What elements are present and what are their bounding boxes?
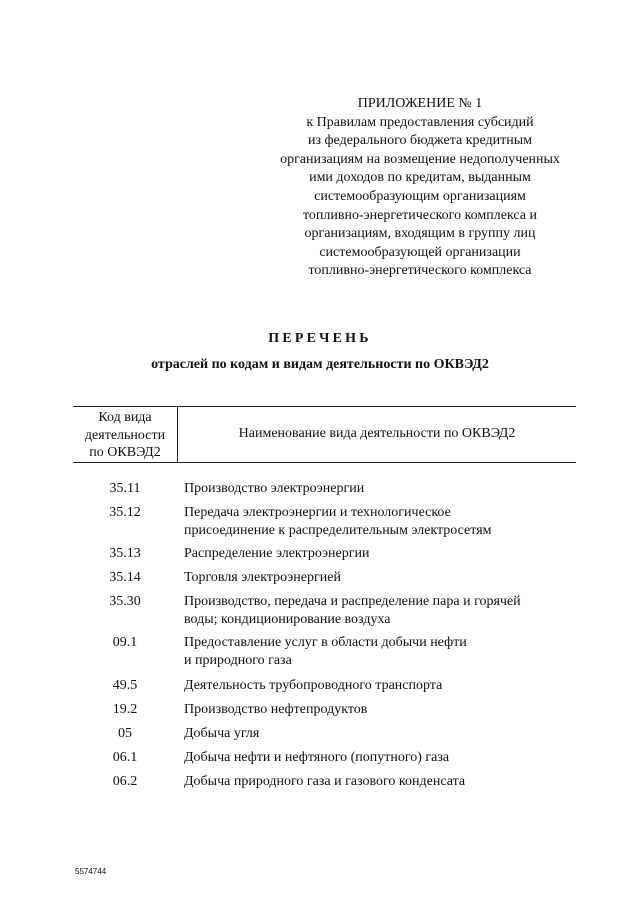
activity-name-line: Торговля электроэнергией [184, 570, 341, 585]
column-header-name: Наименование вида деятельности по ОКВЭД2 [238, 426, 516, 441]
appendix-line: из федерального бюджета кредитным [307, 133, 533, 149]
activity-name [184, 545, 604, 563]
document-number: 5574744 [75, 867, 107, 876]
document-title: ПЕРЕЧЕНЬ [268, 331, 372, 346]
activity-name-line: воды; кондиционирование воздуха [184, 611, 391, 627]
document-subtitle: отраслей по кодам и видам деятельности по ОКВЭД2 [151, 357, 489, 372]
activity-name [184, 749, 604, 767]
activity-name-line: и природного газа [184, 652, 292, 668]
appendix-line: топливно-энергетического комплекса [308, 263, 532, 279]
appendix-line: к Правилам предоставления субсидий [306, 114, 534, 130]
activity-name [184, 593, 604, 628]
appendix-line: ими доходов по кредитам, выданным [309, 170, 531, 186]
activity-name-line: Добыча нефти и нефтяного (попутного) газа [184, 750, 450, 765]
column-header-code-line: Код вида [98, 410, 152, 425]
column-header-code [73, 409, 177, 462]
appendix-line: системообразующей организации [319, 244, 521, 260]
activity-code: 35.12 [109, 505, 141, 520]
activity-name-line: Распределение электроэнергии [184, 546, 370, 561]
activity-name-line: Добыча природного газа и газового конденсата [184, 774, 466, 789]
activity-code: 35.14 [109, 570, 141, 585]
activity-name [184, 480, 604, 498]
activity-code: 05 [118, 726, 132, 741]
activity-name [184, 725, 604, 743]
activity-code: 06.1 [112, 750, 138, 765]
activity-code: 35.13 [109, 546, 141, 561]
column-header-code-line: деятельности [84, 427, 166, 443]
activity-code: 06.2 [112, 774, 138, 789]
appendix-header [252, 95, 588, 281]
activity-code: 09.1 [112, 635, 138, 650]
table-header-rule [73, 462, 576, 463]
appendix-line: организациям на возмещение недополученных [280, 151, 560, 167]
activity-code: 49.5 [112, 678, 138, 693]
activity-name [184, 677, 604, 695]
appendix-title: ПРИЛОЖЕНИЕ № 1 [357, 96, 483, 111]
activity-name-line: Производство электроэнергии [184, 481, 365, 496]
activity-name [184, 634, 604, 669]
table-top-rule [73, 406, 576, 407]
activity-name-line: Производство, передача и распределение пара и горячей [184, 594, 521, 609]
activity-name-line: присоединение к распределительным электросетям [184, 522, 492, 538]
activity-name-line: Предоставление услуг в области добычи нефти [184, 635, 467, 650]
activity-name-line: Производство нефтепродуктов [184, 702, 368, 717]
activity-name [184, 701, 604, 719]
activity-name-line: Деятельность трубопроводного транспорта [184, 678, 443, 693]
appendix-line: топливно-энергетического комплекса и [303, 207, 537, 223]
activity-name [184, 773, 604, 791]
appendix-line: организациям, входящим в группу лиц [304, 226, 536, 242]
activity-name-line: Передача электроэнергии и технологическое [184, 505, 451, 520]
activity-code: 35.30 [109, 594, 141, 609]
activity-name [184, 504, 604, 539]
appendix-line: системообразующим организациям [314, 188, 526, 204]
activity-name [184, 569, 604, 587]
activity-name-line: Добыча угля [184, 726, 260, 741]
column-header-code-line: по ОКВЭД2 [89, 445, 161, 460]
activity-code: 35.11 [109, 481, 141, 496]
activity-code: 19.2 [112, 702, 138, 717]
